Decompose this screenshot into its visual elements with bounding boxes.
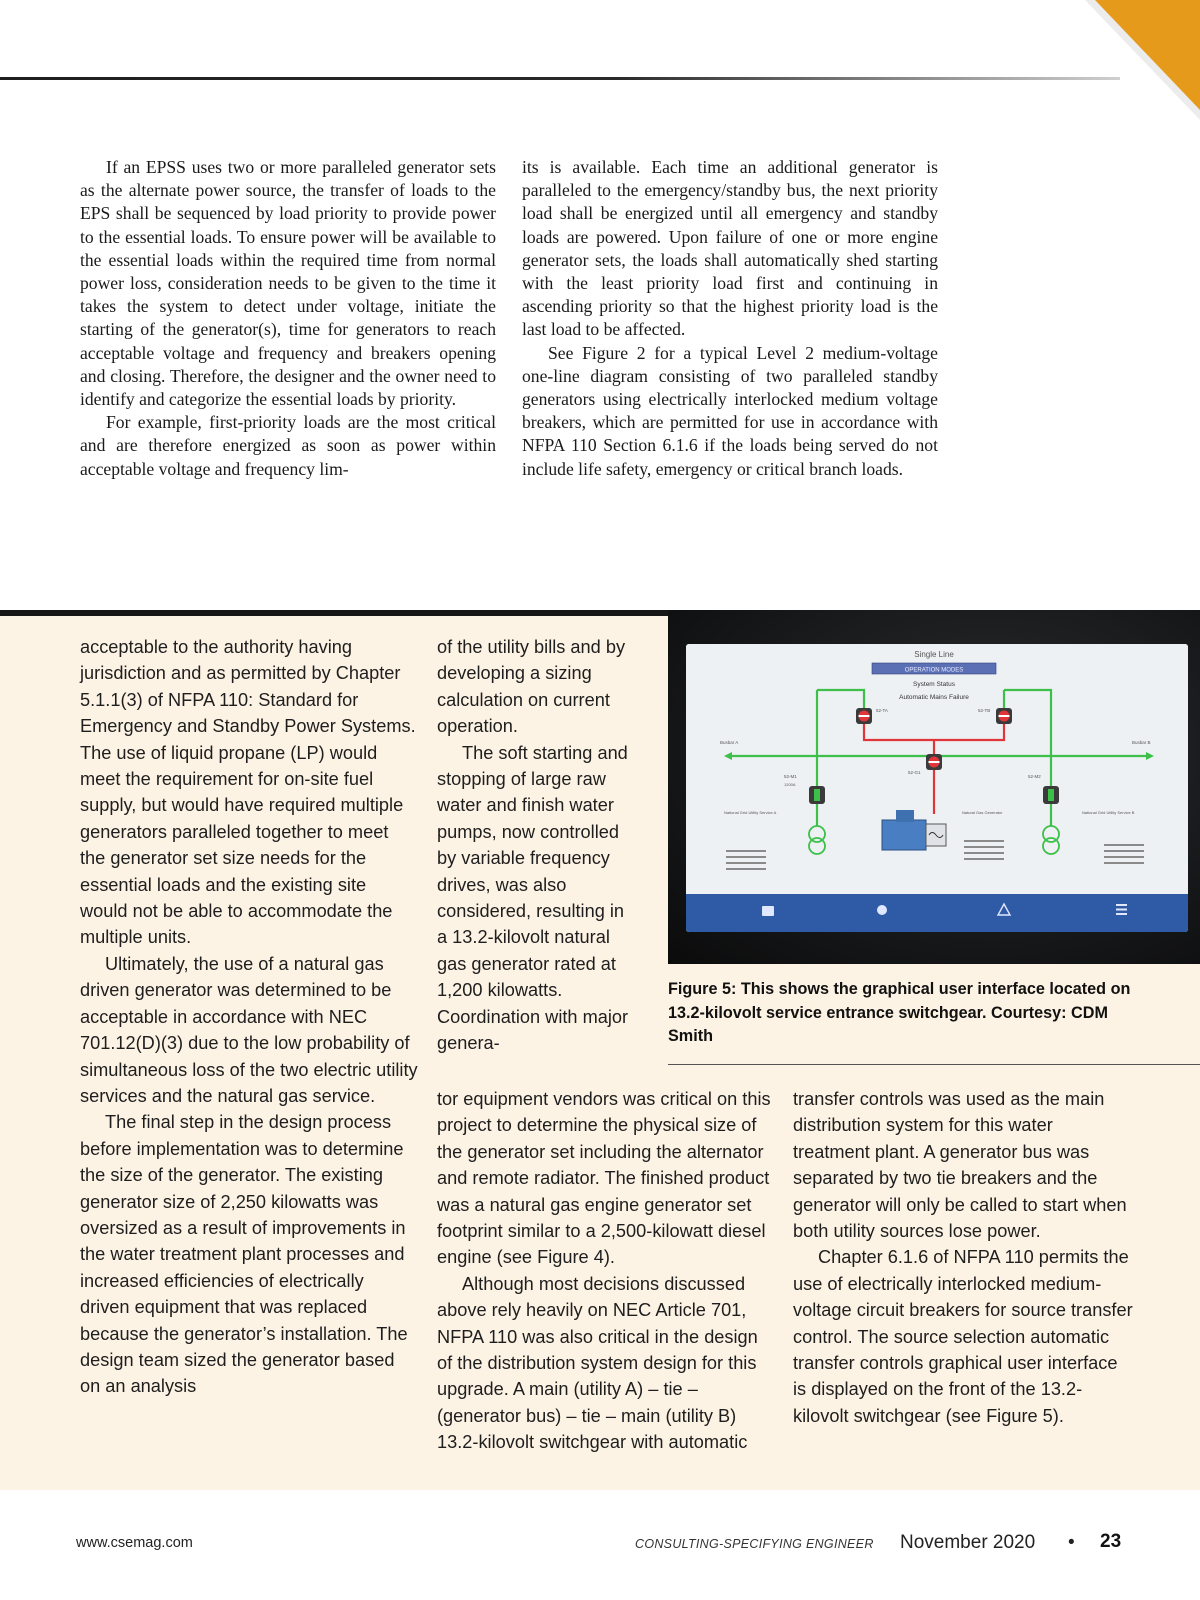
footer-publication: CONSULTING-SPECIFYING ENGINEER: [635, 1537, 874, 1551]
paragraph: transfer controls was used as the main distribution system for this water treatment plant. A generator bus was separated by two tie breakers and the generator will only be called to start when both utility sources lose power.: [793, 1089, 1127, 1242]
page-footer: [0, 1530, 1200, 1560]
paragraph: of the utility bills and by developing a sizing calculation on current operation.: [437, 637, 626, 737]
figure-caption: Figure 5: This shows the graphical user interface located on 13.2-kilovolt service entrance switchgear. Courtesy: CDM Smith: [668, 980, 1131, 1046]
system-status: System Status: [913, 681, 955, 688]
footer-issue-date: November 2020: [900, 1532, 1036, 1553]
breaker-tb-label: 52-TB: [978, 708, 991, 713]
screen-nav-bar: [686, 894, 1188, 932]
page-number: 23: [1100, 1531, 1122, 1552]
breaker-m1-icon: [809, 786, 825, 804]
paragraph: Chapter 6.1.6 of NFPA 110 permits the use of electrically interlocked medium-voltage circuit breakers for source transfer control. The source selection automatic transfer controls graphical user interface is displayed on the front of the 13.2-kilovolt switchgear (see Figure 5).: [793, 1247, 1133, 1426]
breaker-g1-icon: [926, 754, 942, 770]
paragraph: tor equipment vendors was critical on this project to determine the physical size of the generator set including the alternator and remote radiator. The finished product was a natural gas engine generator set footprint similar to a 2,500-kilowatt diesel engine (see Figure 4).: [437, 1089, 771, 1268]
body-column-1: [80, 634, 418, 1400]
corner-accent: [1095, 0, 1200, 110]
generator-label: Natural Gas Generator: [962, 810, 1003, 815]
paragraph: The soft starting and stopping of large raw water and finish water pumps, now controlled by variable frequency drives, was also considered, resulting in a 13.2-kilovolt natural gas generator rated at 1,200 kilowatts. Coordination with major genera-: [437, 742, 629, 1054]
mode-label: Automatic Mains Failure: [899, 694, 969, 701]
bus-a-label: Busbar A: [720, 740, 739, 745]
sidebar-column-left: [80, 156, 496, 481]
nav-generator-icon: [877, 905, 887, 915]
footer-separator: •: [1068, 1532, 1075, 1553]
screen-title: Single Line: [914, 650, 954, 659]
paragraph: For example, first-priority loads are the most critical and are therefore energized as soon as power within acceptable voltage and frequency lim-: [80, 412, 496, 479]
utility-a-label: National Grid Utility Service A: [724, 810, 777, 815]
breaker-ta-icon: [856, 708, 872, 724]
paragraph: acceptable to the authority having jurisdiction and as permitted by Chapter 5.1.1(3) of NFPA 110: Standard for Emergency and Standby Power Systems. The use of liquid propane (LP) would meet the requirement for on-site fuel supply, but would have required multiple generators paralleled together to meet the generator set size needs for the essential loads and the existing site would not be able to accommodate the multiple units.: [80, 637, 416, 948]
breaker-m1-label: 52-M1: [784, 774, 797, 779]
switchgear-screen: [686, 644, 1188, 932]
breaker-m2-icon: [1043, 786, 1059, 804]
utility-b-label: National Grid Utility Service B: [1082, 810, 1135, 815]
body-column-2-bottom: [437, 1086, 777, 1456]
operation-modes-label: OPERATION MODES: [904, 667, 964, 674]
paragraph: See Figure 2 for a typical Level 2 medium-voltage one-line diagram consisting of two paralleled standby generators using electrically interlocked medium voltage breakers, which are permitted for use in accordance with NFPA 110 Section 6.1.6 if the loads being served do not include life safety, emergency or critical branch loads.: [522, 342, 938, 479]
breaker-rating: 1200A: [784, 782, 796, 787]
paragraph: Ultimately, the use of a natural gas driven generator was determined to be acceptable in accordance with NEC 701.12(D)(3) due to the low probability of simultaneous loss of the two electric utility services and the natural gas service.: [80, 953, 418, 1106]
paragraph: The final step in the design process before implementation was to determine the size of the generator. The existing generator size of 2,250 kilowatts was oversized as a result of improvements in the water treatment plant processes and increased efficiencies of electrically driven equipment that was replaced because the generator’s installation. The design team sized the generator based on an analysis: [80, 1112, 408, 1397]
bus-b-label: Busbar B: [1132, 740, 1151, 745]
paragraph: If an EPSS uses two or more paralleled generator sets as the alternate power source, the transfer of loads to the EPS shall be sequenced by load priority to provide power to the essential loads. To ensure power will be available to the essential loads within the required time from normal power loss, consideration needs to be given to the time it takes the system to detect under voltage, initiate the starting of the generator(s), time for generators to reach acceptable voltage and frequency and breakers opening and closing. Therefore, the designer and the owner need to identify and categorize the essential loads by priority.: [80, 157, 496, 410]
sidebar-column-right: [522, 156, 938, 481]
caption-rule: [668, 1064, 1200, 1065]
header-rule: [0, 77, 1120, 80]
paragraph: Although most decisions discussed above rely heavily on NEC Article 701, NFPA 110 was also critical in the design of the distribution system design for this upgrade. A main (utility A) – tie – (generator bus) – tie – main (utility B) 13.2-kilovolt switchgear with automatic: [437, 1273, 758, 1453]
paragraph: its is available. Each time an additional generator is paralleled to the emergency/standby bus, the next priority load shall be energized until all emergency and standby loads are powered. Upon failure of one or more engine generator sets, the loads shall automatically shed starting with the least priority load first and continuing in ascending priority so that the highest priority load is the last load to be affected.: [522, 157, 938, 340]
breaker-m2-label: 52-M2: [1028, 774, 1041, 779]
figure-5-photo: [668, 610, 1200, 964]
breaker-g1-label: 52-G1: [908, 770, 921, 775]
body-column-2-top: [437, 634, 637, 1057]
nav-diagram-icon: [762, 906, 774, 916]
footer-url[interactable]: www.csemag.com: [76, 1535, 193, 1551]
breaker-ta-label: 52-TA: [876, 708, 888, 713]
breaker-tb-icon: [996, 708, 1012, 724]
body-column-3: [793, 1086, 1133, 1429]
nav-menu-icon: [1116, 904, 1127, 915]
